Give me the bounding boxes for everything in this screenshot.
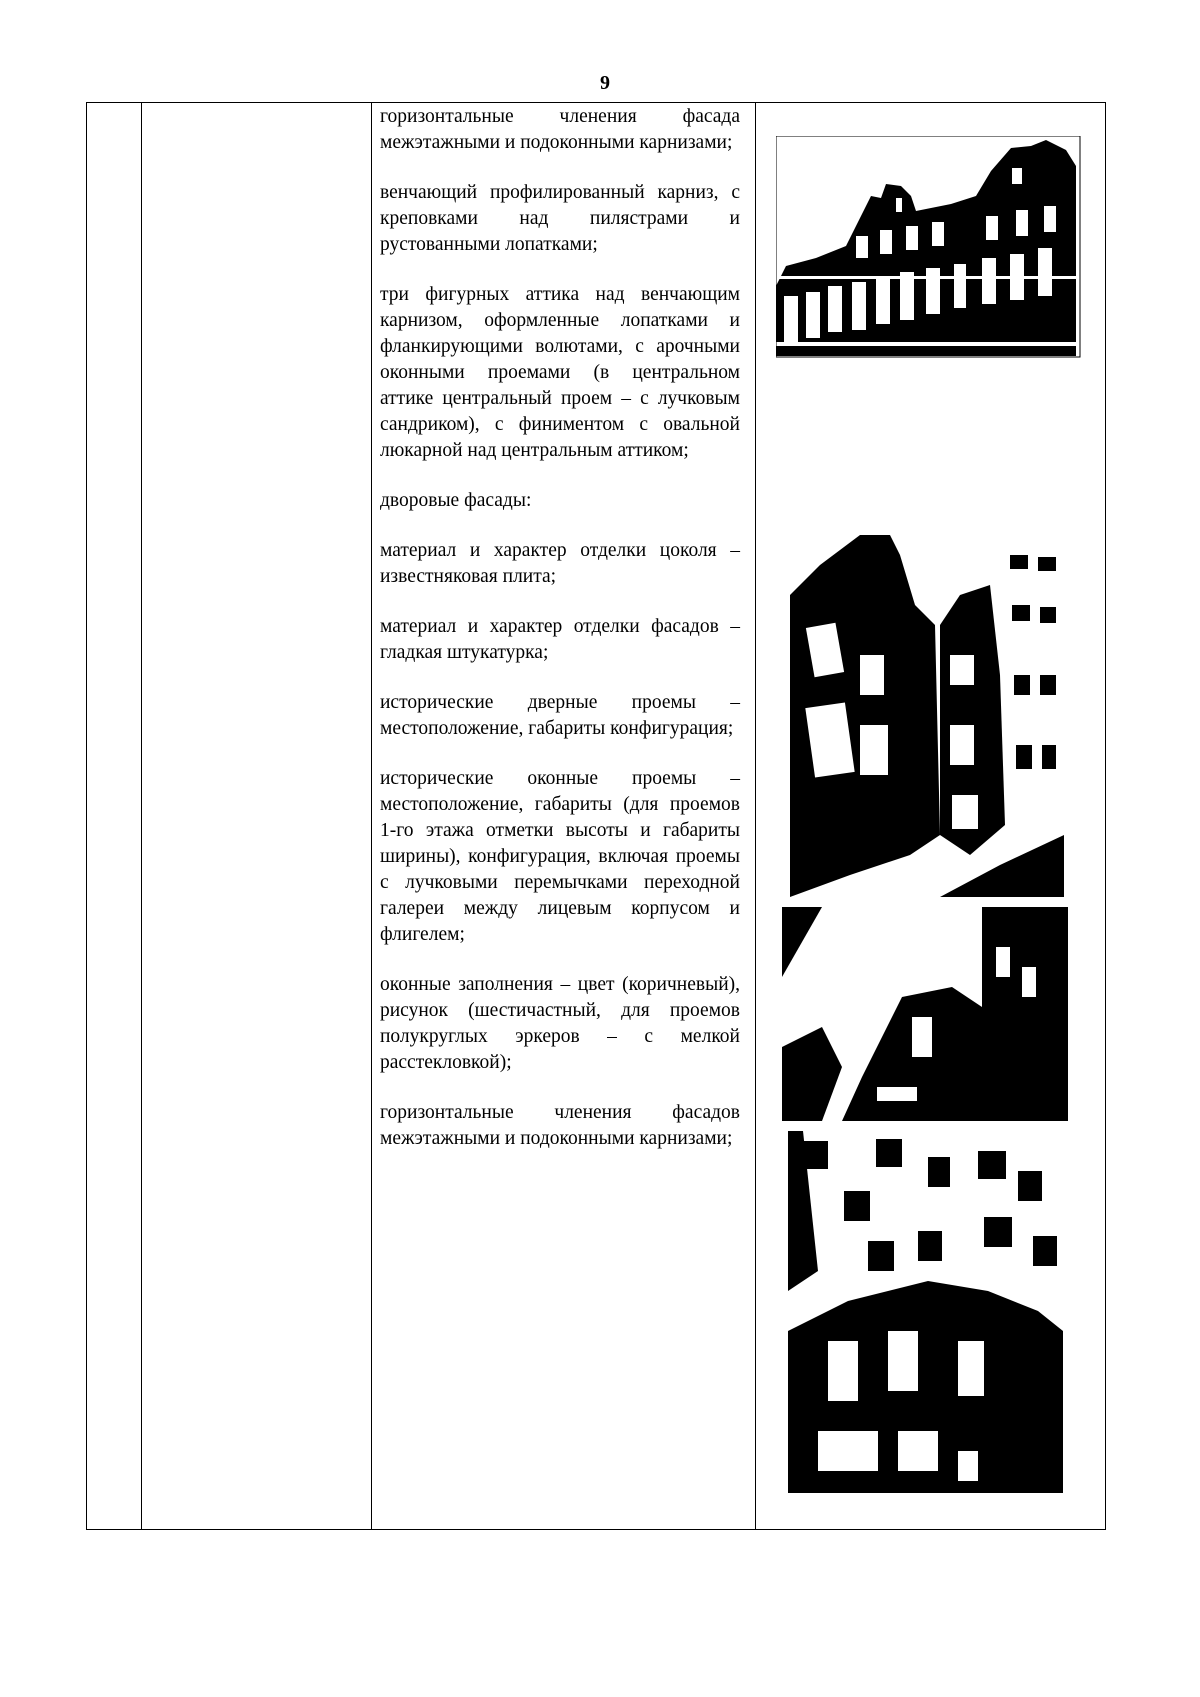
facade-photo-1 <box>776 136 1081 358</box>
courtyard-photo-2 <box>790 535 1064 897</box>
paragraph-2: венчающий профилированный карниз, с креповками над пилястрами и рустованными лопатками; <box>380 182 740 255</box>
description-column <box>380 104 740 1176</box>
paragraph-1: горизонтальные членения фасада межэтажными и подоконными карнизами; <box>380 106 740 153</box>
paragraph-10: горизонтальные членения фасадов межэтажными и подоконными карнизами; <box>380 1102 740 1149</box>
paragraph-6: материал и характер отделки фасадов – гладкая штукатурка; <box>380 616 740 663</box>
column-divider <box>141 103 142 1529</box>
column-divider <box>755 103 756 1529</box>
paragraph-3: три фигурных аттика над венчающим карнизом, оформленные лопатками и фланкирующими волютами, с арочными оконными проемами (в центральном аттике центральный проем – с лучковым сандриком), с финиментом с овальной люкарной над центральным аттиком; <box>380 284 740 461</box>
paragraph-8: исторические оконные проемы – местоположение, габариты (для проемов 1-го этажа отметки высоты и габариты ширины), конфигурация, включая проемы с лучковыми перемычками переходной галереи между лицевым корпусом и флигелем; <box>380 768 740 945</box>
paragraph-9: оконные заполнения – цвет (коричневый), рисунок (шестичастный, для проемов полукруглых эркеров – с мелкой расстекловкой); <box>380 974 740 1073</box>
paragraph-7: исторические дверные проемы – местоположение, габариты конфигурация; <box>380 692 740 739</box>
paragraph-5: материал и характер отделки цоколя – известняковая плита; <box>380 540 740 587</box>
page-number: 9 <box>600 72 610 94</box>
column-divider <box>371 103 372 1529</box>
courtyard-photo-3 <box>782 907 1068 1121</box>
paragraph-4: дворовые фасады: <box>380 490 532 511</box>
courtyard-photo-4 <box>788 1131 1063 1493</box>
